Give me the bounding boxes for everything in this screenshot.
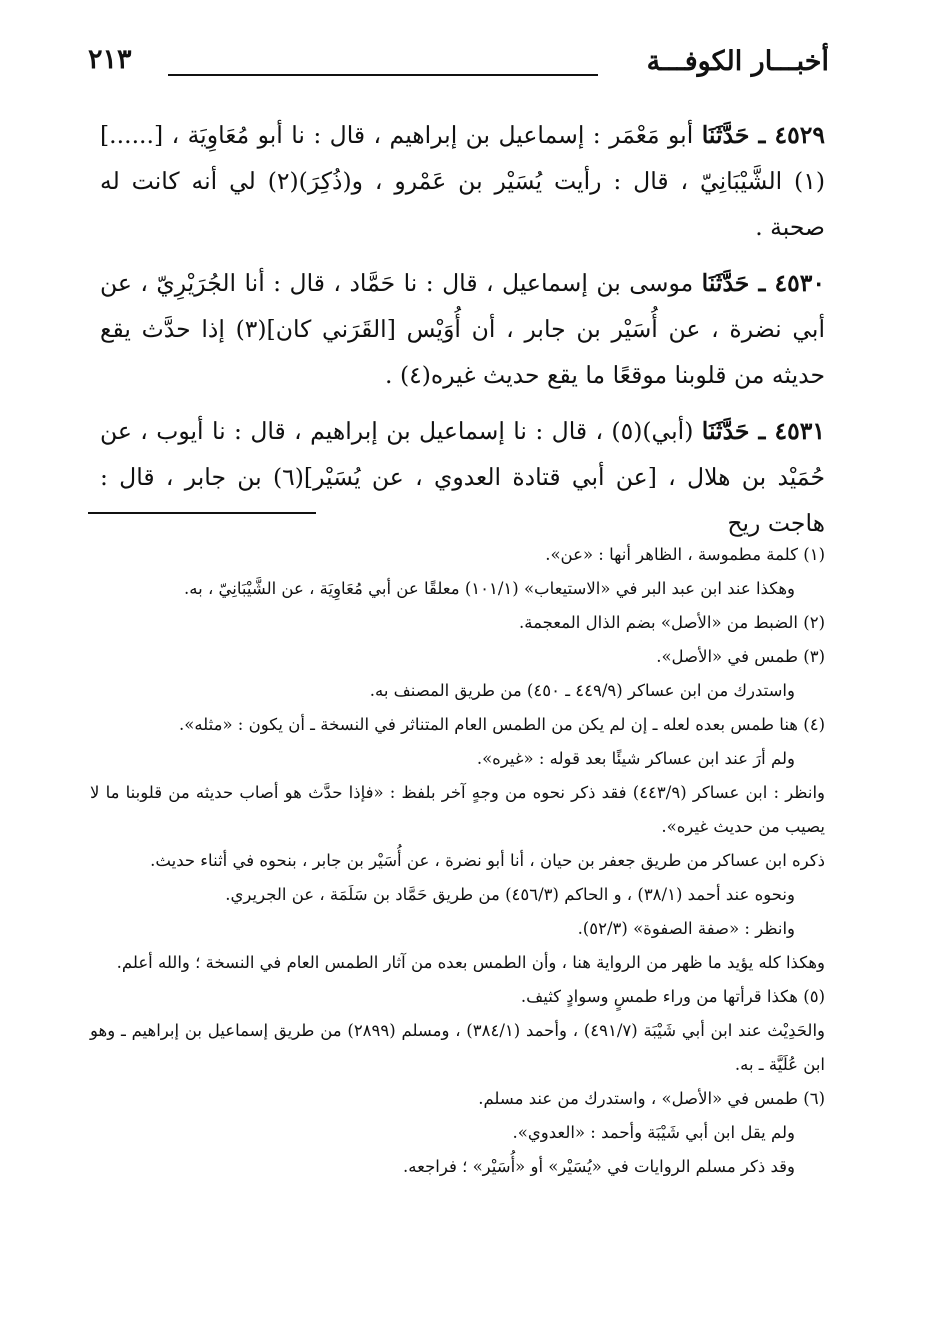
footnote-line: واستدرك من ابن عساكر (٤٤٩/٩ ـ ٤٥٠) من طريق المصنف به. [369, 681, 795, 700]
hadith-number-heading: ٤٥٣٠ ـ حَدَّثَنَا [701, 269, 825, 297]
running-title: أخبـــار الكوفـــة [646, 46, 829, 77]
footnote-line: والحَدِيْث عند ابن أبي شَيْبَة (٤٩١/٧) ، وأحمد (٣٨٤/١) ، ومسلم (٢٨٩٩) من طريق إسماعيل بن إبراهيم ـ وهو ابن عُلَيَّة ـ به. [90, 1021, 825, 1074]
hadith-text: (أبي)(٥) ، قال : نا إسماعيل بن إبراهيم ، قال : نا أيوب ، عن حُمَيْد بن هلال ، [عن أبي قتادة العدوي ، عن يُسَيْر](٦) بن جابر ، قال : هاجت ريح [100, 417, 825, 537]
footnotes [90, 538, 825, 1184]
hadith-text: أبو مَعْمَر : إسماعيل بن إبراهيم ، قال : نا أبو مُعَاوِيَة ، [......](١) الشَّيْبَانِيّ ، قال : رأيت يُسَيْر بن عَمْرو ، و(ذُكِرَ)(٢) لي أنه كانت له صحبة . [100, 121, 825, 241]
header-rule [168, 74, 598, 76]
hadith-number-heading: ٤٥٢٩ ـ حَدَّثَنَا [701, 121, 825, 149]
hadith-paragraph [100, 408, 825, 546]
hadith-number-heading: ٤٥٣١ ـ حَدَّثَنَا [701, 417, 825, 445]
hadith-paragraph [100, 112, 825, 250]
footnote-line: (٢) الضبط من «الأصل» بضم الذال المعجمة. [519, 613, 825, 632]
hadith-paragraph [100, 260, 825, 398]
footnote-line: ولم يقل ابن أبي شَيْبَة وأحمد : «العدوي». [512, 1123, 795, 1142]
footnote-line: (٦) طمس في «الأصل» ، واستدرك من عند مسلم. [478, 1089, 825, 1108]
footnote-line: ولم أرَ عند ابن عساكر شيئًا بعد قوله : «غيره». [476, 749, 795, 768]
footnote-line: (٤) هنا طمس بعده لعله ـ إن لم يكن من الطمس العام المتناثر في النسخة ـ أن يكون : «مثله». [179, 715, 825, 734]
footnote-line: وانظر : «صفة الصفوة» (٥٢/٣). [577, 919, 795, 938]
footnote-line: (١) كلمة مطموسة ، الظاهر أنها : «عن». [545, 545, 825, 564]
footnote-line: وقد ذكر مسلم الروايات في «يُسَيْر» أو «أُسَيْر» ؛ فراجعه. [403, 1157, 795, 1176]
footnote-line: (٥) هكذا قرأتها من وراء طمسٍ وسوادٍ كثيف. [520, 987, 825, 1006]
footnote-line: وانظر : ابن عساكر (٤٤٣/٩) فقد ذكر نحوه من وجهٍ آخر بلفظ : «فإذا حدَّث هو أصاب حديثه من قلوبنا ما لا يصيب من حديث غيره». [90, 783, 825, 836]
footnote-line: (٣) طمس في «الأصل». [656, 647, 825, 666]
main-text [100, 112, 825, 556]
footnote-line: وهكذا عند ابن عبد البر في «الاستيعاب» (١٠١/١) معلقًا عن أبي مُعَاوِيَة ، عن الشَّيْبَانِيّ ، به. [184, 579, 795, 598]
footnote-line: ذكره ابن عساكر من طريق جعفر بن حيان ، أنا أبو نضرة ، عن أُسَيْر بن جابر ، بنحوه في أثناء حديث. [150, 851, 825, 870]
footnote-line: ونحوه عند أحمد (٣٨/١) ، و الحاكم (٤٥٦/٣) من طريق حَمَّاد بن سَلَمَة ، عن الجريري. [225, 885, 795, 904]
page-number: ٢١٣ [88, 44, 132, 75]
footnote-separator [88, 512, 316, 514]
hadith-text: موسى بن إسماعيل ، قال : نا حَمَّاد ، قال : أنا الجُرَيْرِيّ ، عن أبي نضرة ، عن أُسَيْر بن جابر ، أن أُوَيْس [القَرَني كان](٣) إذا حدَّث يقع حديثه من قلوبنا موقعًا ما يقع حديث غيره(٤) . [100, 269, 825, 389]
footnote-line: وهكذا كله يؤيد ما ظهر من الرواية هنا ، وأن الطمس بعده من آثار الطمس العام في النسخة ؛ والله أعلم. [116, 953, 825, 972]
